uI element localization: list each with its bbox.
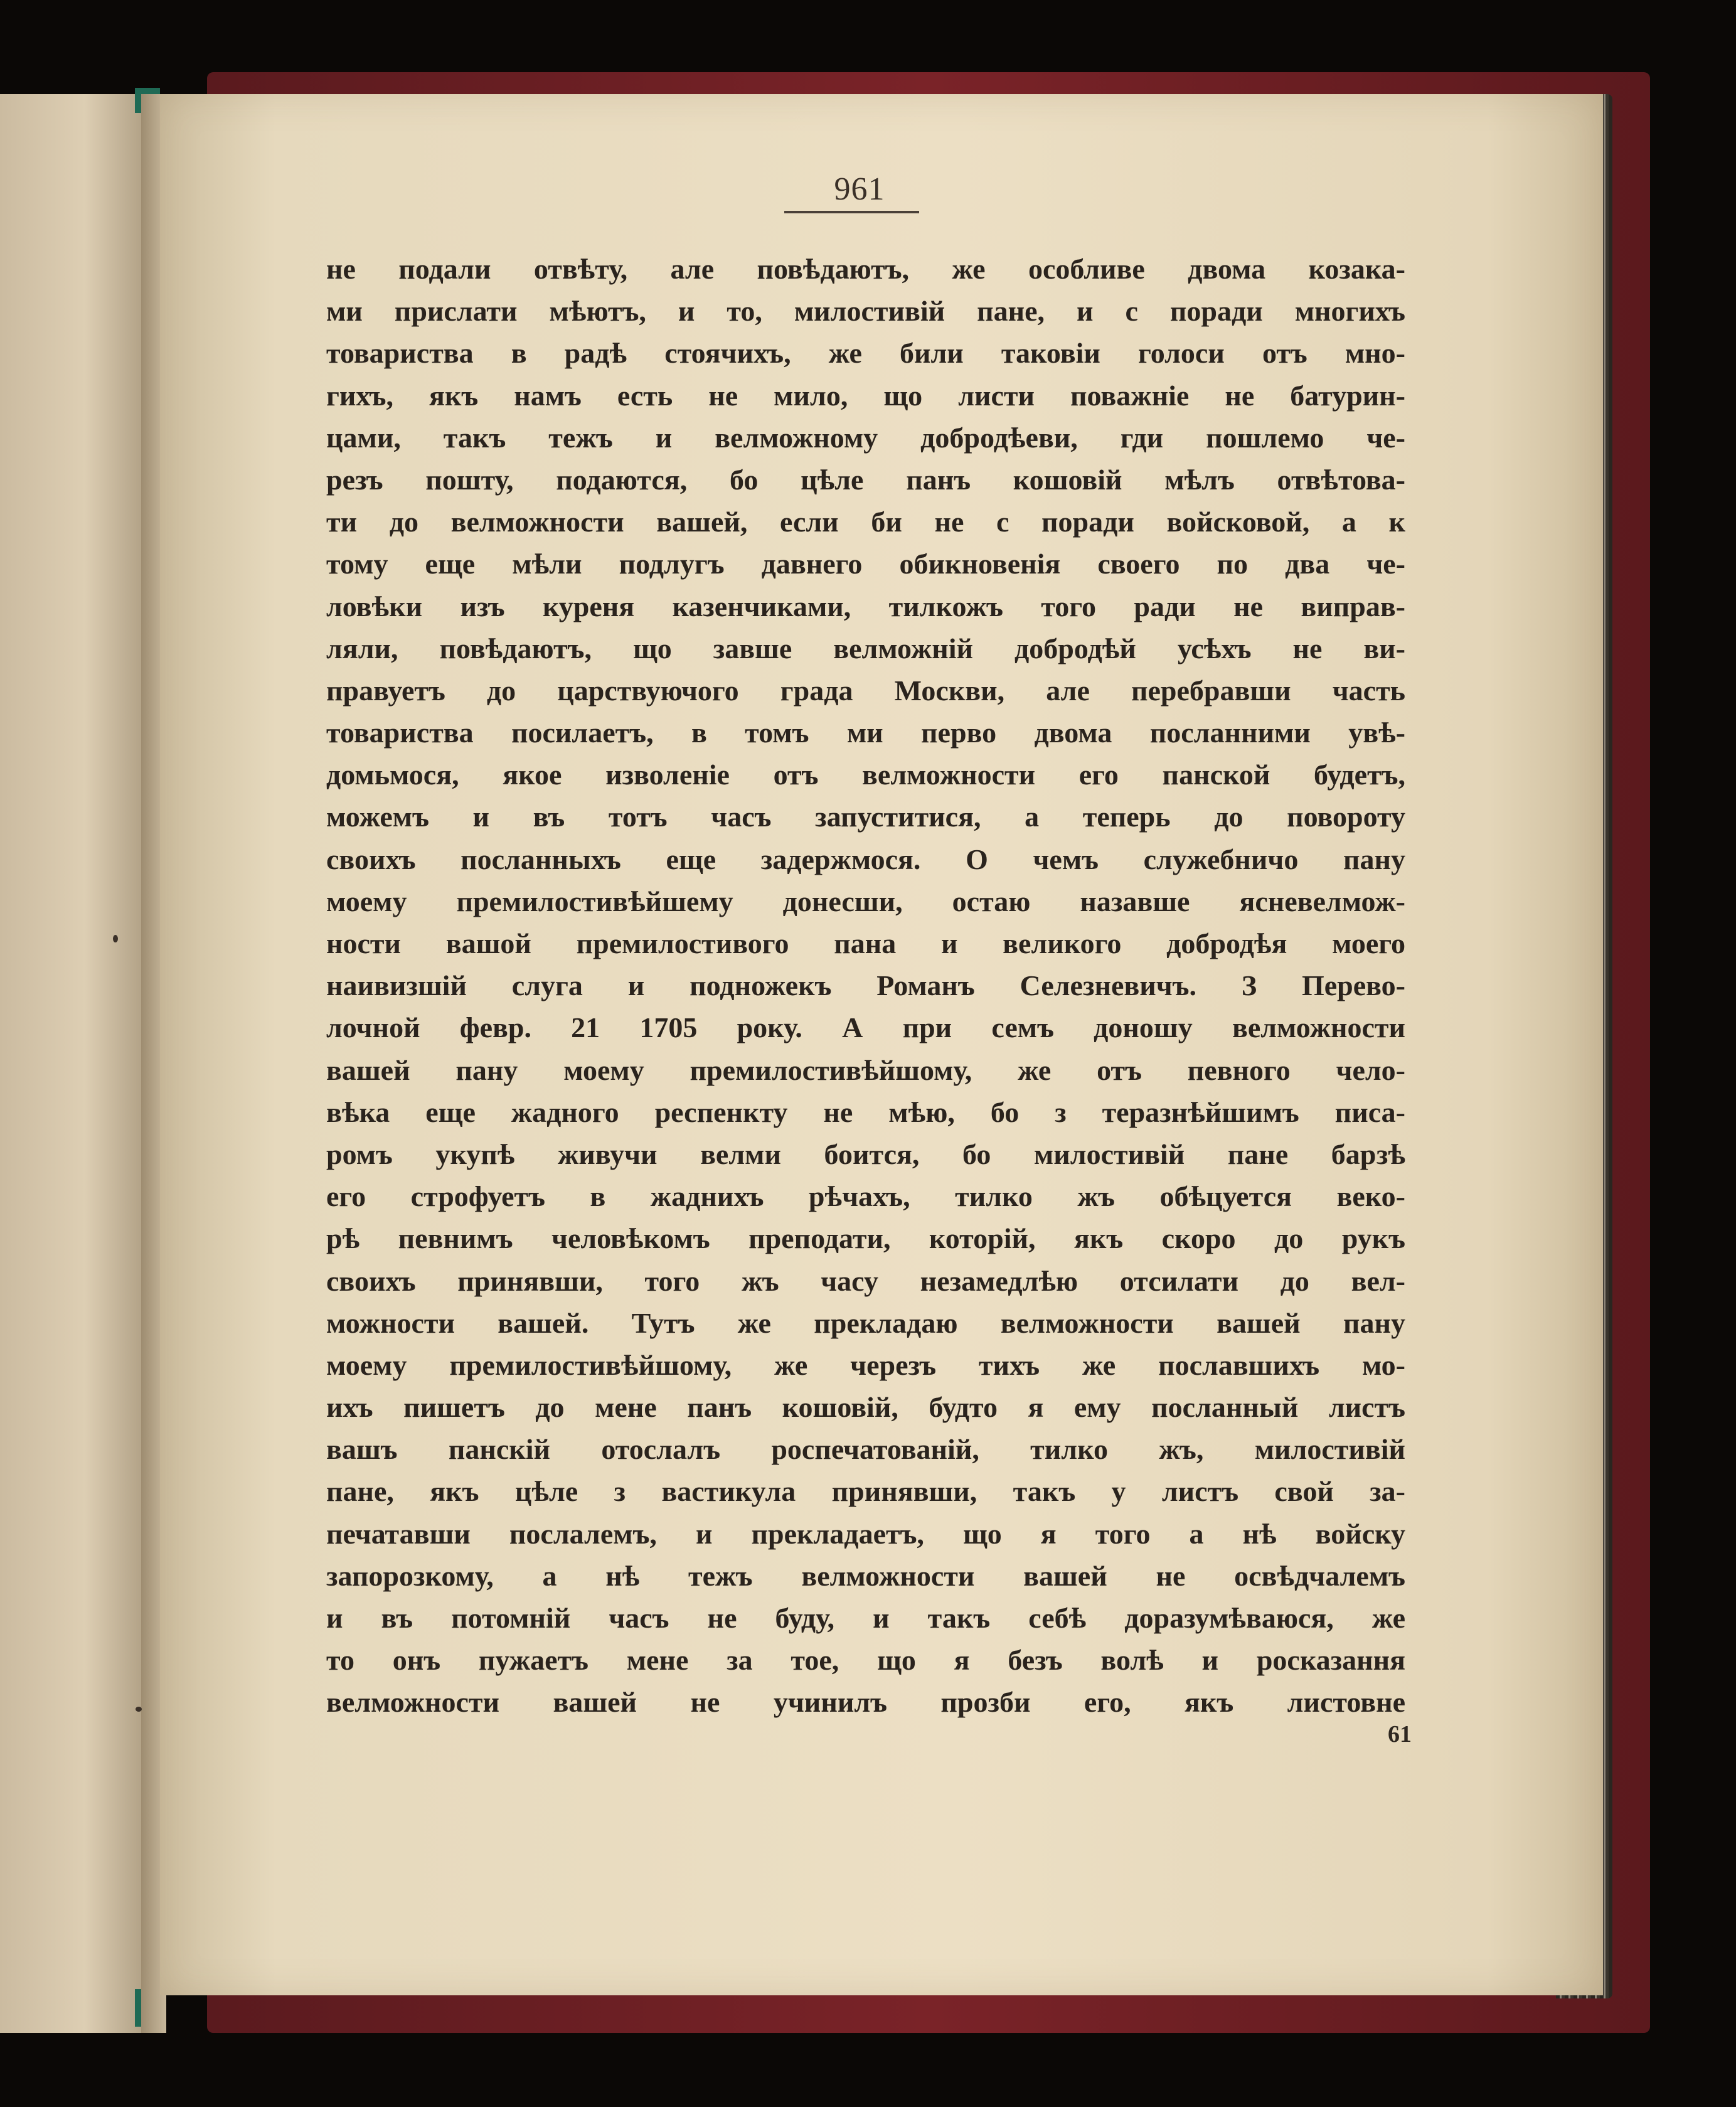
text-line: ности вашой премилостивого пана и великого добродѣя моего <box>326 927 1405 959</box>
text-line: не подали отвѣту, але повѣдаютъ, же особливе двома козака- <box>326 253 1405 285</box>
text-line: своихъ принявши, того жъ часу незамедлѣю отсилати до вел- <box>326 1264 1405 1297</box>
text-line: вашъ панскій отослалъ роспечатованій, тилко жъ, милостивій <box>326 1433 1405 1466</box>
text-line: вашей пану моему премилостивѣйшому, же отъ певного чело- <box>326 1054 1405 1086</box>
text-line: ми прислати мѣютъ, и то, милостивій пане, и с поради многихъ <box>326 295 1405 328</box>
text-line: тому еще мѣли подлугъ давнего обикновенія своего по два че- <box>326 548 1405 580</box>
text-line: ромъ укупѣ живучи велми боится, бо милостивій пане барзѣ <box>326 1138 1405 1170</box>
text-line: резъ пошту, подаются, бо цѣле панъ кошовій мѣлъ отвѣтова- <box>326 463 1405 496</box>
text-line: ляли, повѣдаютъ, що завше велможній добродѣй усѣхъ не ви- <box>326 632 1405 664</box>
text-line: товариства посилаетъ, в томъ ми перво двома посланними увѣ- <box>326 717 1405 749</box>
text-line: цами, такъ тежъ и велможному добродѣеви, гди пошлемо че- <box>326 421 1405 454</box>
text-line: его строфуетъ в жаднихъ рѣчахъ, тилко жъ обѣцуется веко- <box>326 1180 1405 1213</box>
body-text <box>326 248 1405 1724</box>
ink-speck <box>113 935 118 942</box>
text-line: и въ потомній часъ не буду, и такъ себѣ доразумѣваюся, же <box>326 1602 1405 1634</box>
text-line: наивизшій слуга и подножекъ Романъ Селезневичъ. З Перево- <box>326 969 1405 1002</box>
text-line: можности вашей. Тутъ же прекладаю велможности вашей пану <box>326 1306 1405 1339</box>
text-line: запорозкому, а нѣ тежъ велможности вашей не освѣдчалемъ <box>326 1559 1405 1592</box>
text-line: пане, якъ цѣле з вастикула принявши, такъ у листъ свой за- <box>326 1475 1405 1508</box>
text-line: велможности вашей не учинилъ прозби его, якъ листовне <box>326 1686 1405 1719</box>
text-line: правуетъ до царствуючого града Москви, але перебравши часть <box>326 674 1405 707</box>
text-line: рѣ певнимъ человѣкомъ преподати, которій, якъ скоро до рукъ <box>326 1222 1405 1255</box>
text-line: печатавши послалемъ, и прекладаетъ, що я того а нѣ войску <box>326 1517 1405 1550</box>
text-line: моему премилостивѣйшому, же черезъ тихъ же пославшихъ мо- <box>326 1348 1405 1381</box>
text-line: ловѣки изъ куреня казенчиками, тилкожъ того ради не виправ- <box>326 590 1405 622</box>
text-line: вѣка еще жадного респенкту не мѣю, бо з теразнѣйшимъ писа- <box>326 1096 1405 1128</box>
text-line: домьмося, якое изволеніе отъ велможности его панской будетъ, <box>326 759 1405 791</box>
text-line: моему премилостивѣйшему донесши, остаю назавше ясневелмож- <box>326 885 1405 917</box>
page-number: 961 <box>834 171 885 207</box>
signature-mark: 61 <box>1388 1721 1412 1747</box>
text-line: лочной февр. 21 1705 року. А при семъ доношу велможности <box>326 1011 1405 1044</box>
text-line: то онъ пужаетъ мене за тое, що я безъ волѣ и росказання <box>326 1644 1405 1677</box>
text-line: своихъ посланныхъ еще задержмося. О чемъ служебничо пану <box>326 843 1405 875</box>
left-page-edge <box>0 94 141 2033</box>
text-line: ихъ пишетъ до мене панъ кошовій, будто я ему посланный листъ <box>326 1391 1405 1424</box>
header-rule <box>784 211 919 213</box>
text-line: гихъ, якъ намъ есть не мило, що листи поважніе не батурин- <box>326 379 1405 412</box>
text-line: можемъ и въ тотъ часъ запуститися, а теперь до повороту <box>326 801 1405 833</box>
text-line: товариства в радѣ стоячихъ, же били таковіи голоси отъ мно- <box>326 337 1405 370</box>
ink-speck <box>136 1707 142 1712</box>
text-line: ти до велможности вашей, если би не с поради войсковой, а к <box>326 506 1405 538</box>
